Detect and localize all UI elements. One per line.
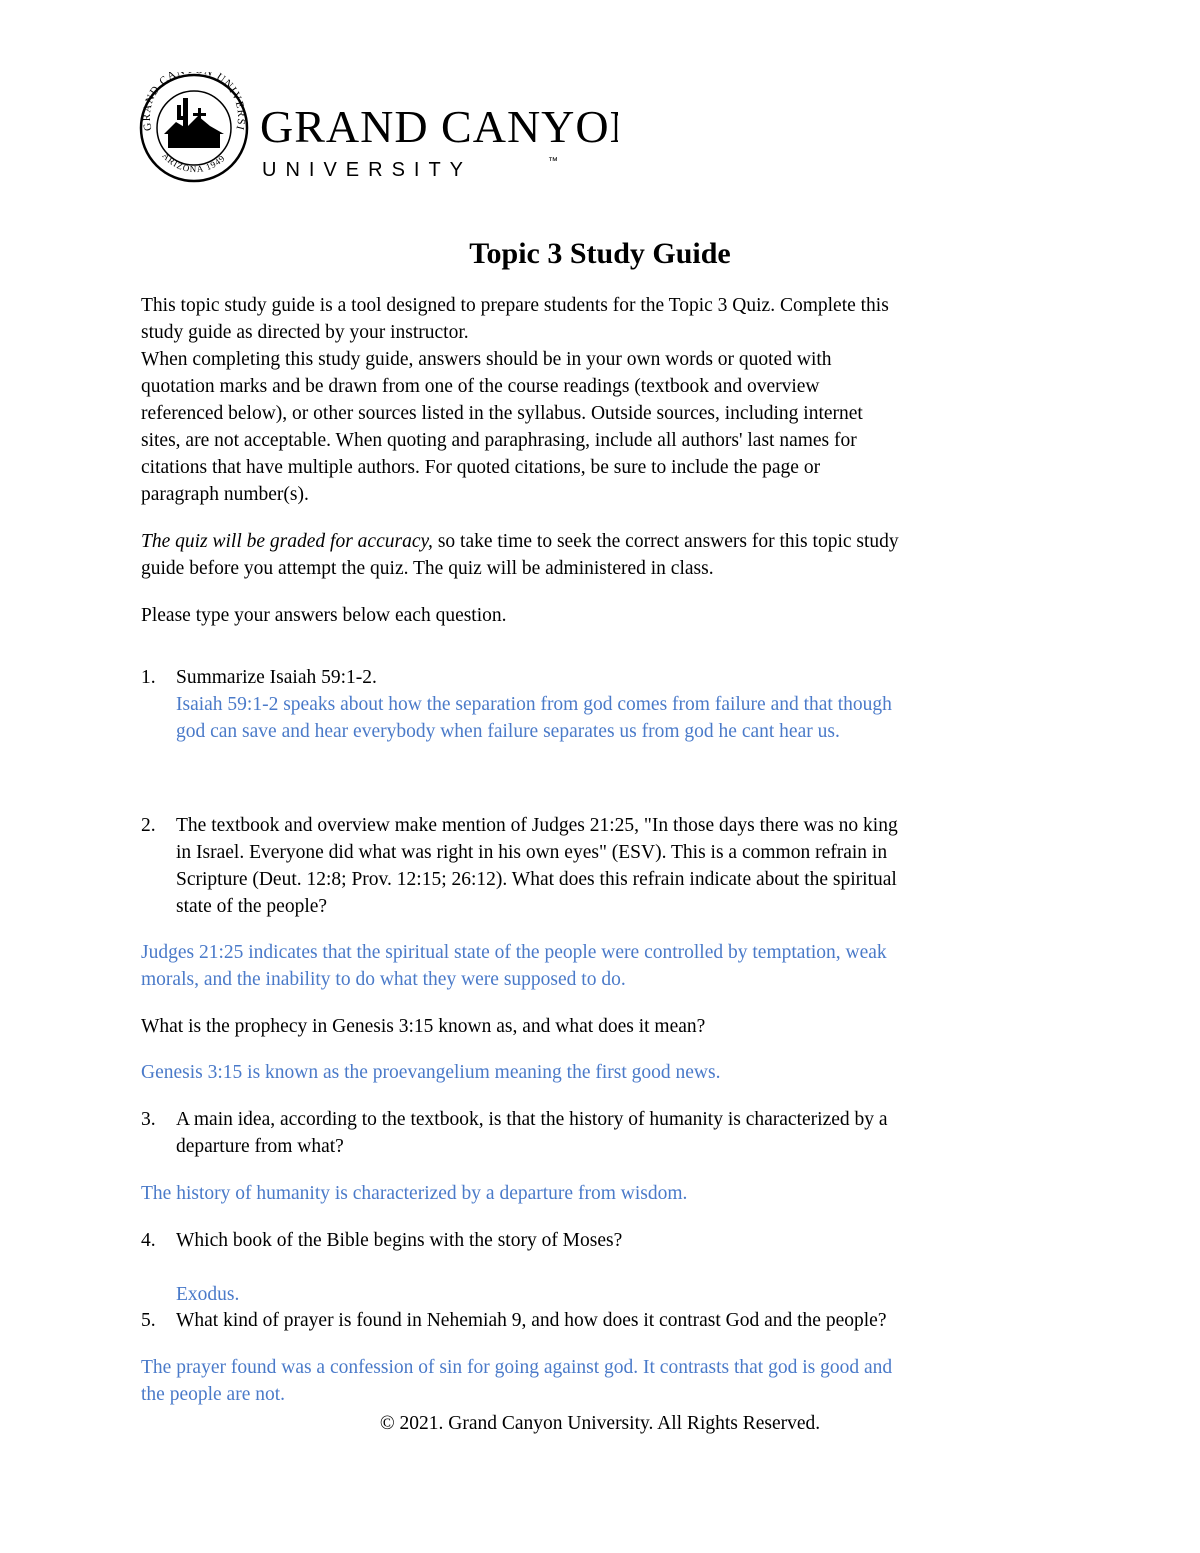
intro-line: This topic study guide is a tool designed to prepare students for the Topic 3 Quiz. Complete this — [141, 295, 889, 316]
intro-line: referenced below), or other sources listed in the syllabus. Outside sources, including internet — [141, 403, 863, 424]
question-text: A main idea, according to the textbook, is that the history of humanity is characterized by a — [176, 1109, 888, 1130]
question-4: Which book of the Bible begins with the story of Moses? — [176, 1230, 623, 1251]
question-number: 4. — [141, 1230, 156, 1251]
question-number: 2. — [141, 815, 156, 836]
instruction-text: Please type your answers below each question. — [141, 605, 507, 626]
svg-text:ARIZONA 1949 — [160, 151, 227, 175]
copyright-footer: © 2021. Grand Canyon University. All Rights Reserved. — [379, 1413, 821, 1434]
intro-line: paragraph number(s). — [141, 484, 309, 505]
quiz-note-rest: so take time to seek the correct answers for this topic study — [432, 531, 899, 552]
intro-line: citations that have multiple authors. For quoted citations, be sure to include the page or — [141, 457, 821, 478]
logo-name-line1: GRAND CANYON — [260, 101, 618, 152]
question-text: in Israel. Everyone did what was right in his own eyes" (ESV). This is a common refrain in — [176, 842, 888, 863]
question-text: The textbook and overview make mention of Judges 21:25, "In those days there was no king — [176, 815, 898, 836]
quiz-note-italic: The quiz will be graded for accuracy, — [141, 531, 433, 552]
logo-name-line2: UNIVERSITY — [262, 159, 473, 181]
answer-text: The prayer found was a confession of sin for going against god. It contrasts that god is good and — [141, 1357, 893, 1378]
question-number: 1. — [141, 667, 156, 688]
intro-line: study guide as directed by your instructor. — [141, 322, 469, 343]
question-number: 5. — [141, 1310, 156, 1331]
question-2 — [176, 812, 1066, 920]
intro-line: quotation marks and be drawn from one of the course readings (textbook and overview — [141, 376, 820, 397]
seal-text-bottom: ARIZONA 1949 — [160, 150, 228, 175]
intro-paragraph — [141, 292, 1066, 508]
answer-4: Exodus. — [176, 1284, 240, 1305]
page-title: Topic 3 Study Guide — [469, 237, 731, 270]
answer-text: god can save and hear everybody when failure separates us from god he cant hear us. — [176, 721, 840, 742]
answer-genesis: Genesis 3:15 is known as the proevangelium meaning the first good news. — [141, 1062, 721, 1083]
answer-text: morals, and the inability to do what they were supposed to do. — [141, 969, 626, 990]
answer-3: The history of humanity is characterized by a departure from wisdom. — [141, 1183, 688, 1204]
gcu-seal-logo — [138, 72, 618, 184]
answer-text: the people are not. — [141, 1384, 286, 1405]
university-logo — [138, 72, 618, 184]
answer-text: Isaiah 59:1-2 speaks about how the separation from god comes from failure and that though — [176, 694, 892, 715]
question-text: state of the people? — [176, 896, 328, 917]
question-5: What kind of prayer is found in Nehemiah 9, and how does it contrast God and the people? — [176, 1310, 887, 1331]
quiz-note-line2: guide before you attempt the quiz. The quiz will be administered in class. — [141, 558, 714, 579]
quiz-note — [141, 528, 1066, 582]
intro-line: When completing this study guide, answers should be in your own words or quoted with — [141, 349, 832, 370]
seal-text-top: GRAND CA N UNIVERSI — [140, 72, 248, 132]
answer-text: Judges 21:25 indicates that the spiritual state of the people were controlled by temptation, weak — [141, 942, 887, 963]
question-text: departure from what? — [176, 1136, 344, 1157]
trademark-symbol: ™ — [548, 156, 558, 167]
question-text: Scripture (Deut. 12:8; Prov. 12:15; 26:12). What does this refrain indicate about the spiritual — [176, 869, 897, 890]
question-genesis: What is the prophecy in Genesis 3:15 known as, and what does it mean? — [141, 1016, 706, 1037]
answer-5 — [141, 1354, 1066, 1408]
intro-line: sites, are not acceptable. When quoting and paraphrasing, include all authors' last names for — [141, 430, 857, 451]
answer-2 — [141, 939, 1066, 993]
question-3 — [176, 1106, 1066, 1160]
question-number: 3. — [141, 1109, 156, 1130]
question-text: Summarize Isaiah 59:1-2. — [176, 667, 377, 688]
question-1 — [176, 664, 1066, 745]
